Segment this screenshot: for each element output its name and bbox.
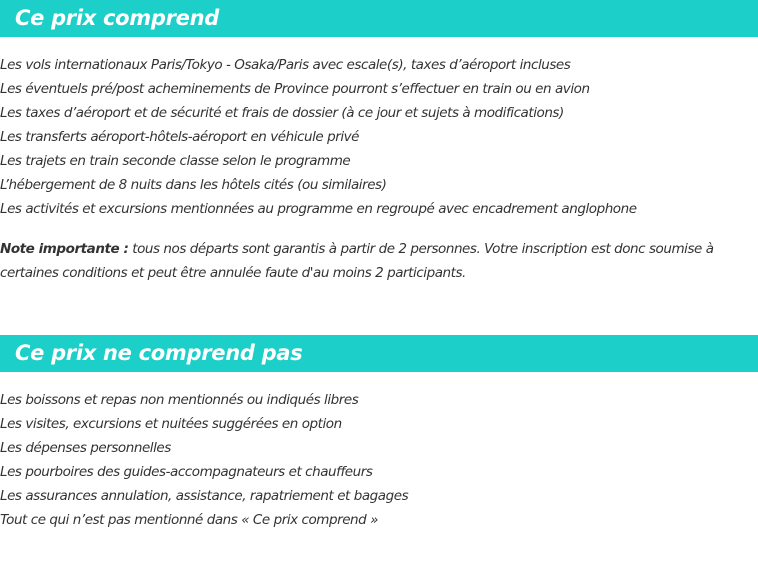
note-text: tous nos départs sont garantis à partir de 2 personnes. Votre inscription est donc soumise à certaines conditions et peut être annulée faute d'au moins 2 participants. bbox=[0, 241, 714, 281]
list-item: L’hébergement de 8 nuits dans les hôtels cités (ou similaires) bbox=[0, 177, 387, 193]
list-item: Les visites, excursions et nuitées suggérées en option bbox=[0, 416, 342, 432]
list-item: Les taxes d’aéroport et de sécurité et frais de dossier (à ce jour et sujets à modifications) bbox=[0, 105, 564, 121]
excluded-list bbox=[0, 388, 408, 532]
excluded-section-title: Ce prix ne comprend pas bbox=[0, 335, 758, 372]
list-item: Les assurances annulation, assistance, rapatriement et bagages bbox=[0, 488, 409, 504]
list-item: Les dépenses personnelles bbox=[0, 440, 171, 456]
list-item: Les éventuels pré/post acheminements de Province pourront s’effectuer en train ou en avion bbox=[0, 81, 590, 97]
list-item: Les transferts aéroport-hôtels-aéroport en véhicule privé bbox=[0, 129, 360, 145]
list-item: Les activités et excursions mentionnées au programme en regroupé avec encadrement anglophone bbox=[0, 201, 637, 217]
important-note bbox=[0, 237, 758, 285]
list-item: Les pourboires des guides-accompagnateurs et chauffeurs bbox=[0, 464, 373, 480]
list-item: Les vols internationaux Paris/Tokyo - Osaka/Paris avec escale(s), taxes d’aéroport incluses bbox=[0, 57, 571, 73]
included-section-title: Ce prix comprend bbox=[0, 0, 758, 37]
list-item: Les trajets en train seconde classe selon le programme bbox=[0, 153, 351, 169]
included-list bbox=[0, 53, 637, 221]
list-item: Tout ce qui n’est pas mentionné dans « Ce prix comprend » bbox=[0, 512, 379, 528]
note-label: Note importante : bbox=[0, 241, 129, 257]
list-item: Les boissons et repas non mentionnés ou indiqués libres bbox=[0, 392, 359, 408]
